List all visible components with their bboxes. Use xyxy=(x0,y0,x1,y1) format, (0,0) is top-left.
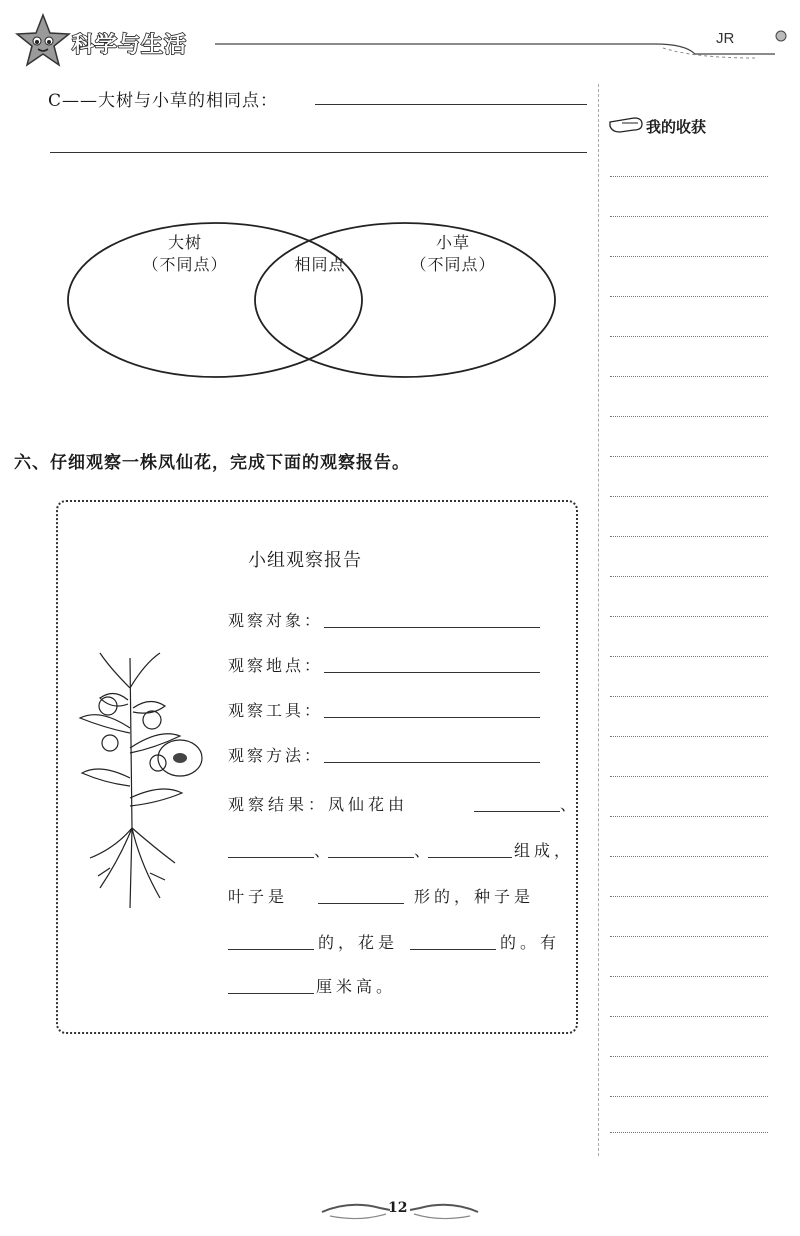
field-label-object: 观察对象： xyxy=(228,611,324,630)
header-rule xyxy=(215,28,800,68)
result-prefix: 观察结果：凤仙花由 xyxy=(228,795,409,814)
impatiens-plant-illustration xyxy=(70,648,210,923)
sidebar-title: 我的收获 xyxy=(646,118,707,136)
note-line[interactable] xyxy=(610,896,768,897)
answer-blank-flower[interactable] xyxy=(410,949,496,950)
answer-blank-part-4[interactable] xyxy=(428,857,512,858)
note-line[interactable] xyxy=(610,816,768,817)
question-six: 六、仔细观察一株凤仙花，完成下面的观察报告。 xyxy=(14,453,410,473)
answer-line-c-1[interactable] xyxy=(315,104,587,105)
column-divider xyxy=(598,84,599,1156)
note-line[interactable] xyxy=(610,776,768,777)
answer-line-object[interactable] xyxy=(324,627,540,628)
venn-left-label: 大树 （不同点） xyxy=(142,233,228,274)
answer-line-method[interactable] xyxy=(324,762,540,763)
note-line[interactable] xyxy=(610,376,768,377)
note-line[interactable] xyxy=(610,536,768,537)
answer-line-tools[interactable] xyxy=(324,717,540,718)
note-line[interactable] xyxy=(610,216,768,217)
note-line[interactable] xyxy=(610,1056,768,1057)
answer-blank-seed[interactable] xyxy=(228,949,314,950)
header-title: 科学与生活 xyxy=(72,33,188,58)
sep-2: 、 xyxy=(314,841,335,860)
note-line[interactable] xyxy=(610,656,768,657)
note-line[interactable] xyxy=(610,1132,768,1133)
flower-suffix: 的。有 xyxy=(500,933,561,952)
note-line[interactable] xyxy=(610,576,768,577)
note-line[interactable] xyxy=(610,936,768,937)
note-line[interactable] xyxy=(610,336,768,337)
section-c-prompt: C——大树与小草的相同点： xyxy=(48,91,279,111)
venn-right-label: 小草 （不同点） xyxy=(410,233,496,274)
note-line[interactable] xyxy=(610,976,768,977)
answer-blank-part-1[interactable] xyxy=(474,811,560,812)
seed-suffix: 的，花是 xyxy=(318,933,399,952)
answer-blank-leaf-shape[interactable] xyxy=(318,903,404,904)
note-line[interactable] xyxy=(610,256,768,257)
answer-blank-height[interactable] xyxy=(228,993,314,994)
answer-line-location[interactable] xyxy=(324,672,540,673)
field-label-method: 观察方法： xyxy=(228,746,324,765)
composed-of: 组成， xyxy=(514,841,575,860)
note-line[interactable] xyxy=(610,856,768,857)
report-title: 小组观察报告 xyxy=(248,550,362,571)
note-line[interactable] xyxy=(610,456,768,457)
answer-blank-part-2[interactable] xyxy=(228,857,314,858)
note-line[interactable] xyxy=(610,1016,768,1017)
note-line[interactable] xyxy=(610,416,768,417)
note-line[interactable] xyxy=(610,696,768,697)
pointing-hand-icon xyxy=(608,112,646,140)
mascot-star-logo xyxy=(14,12,72,70)
note-line[interactable] xyxy=(610,1096,768,1097)
leaf-prefix: 叶子是 xyxy=(228,887,289,906)
leaf-suffix: 形的，种子是 xyxy=(414,887,535,906)
height-suffix: 厘米高。 xyxy=(316,977,397,996)
page-number: 12 xyxy=(388,1200,408,1216)
field-label-tools: 观察工具： xyxy=(228,701,324,720)
note-line[interactable] xyxy=(610,496,768,497)
answer-line-c-2[interactable] xyxy=(50,152,587,153)
note-line[interactable] xyxy=(610,296,768,297)
note-line[interactable] xyxy=(610,176,768,177)
note-line[interactable] xyxy=(610,736,768,737)
edition-code: JR xyxy=(716,30,735,47)
answer-blank-part-3[interactable] xyxy=(328,857,414,858)
note-line[interactable] xyxy=(610,616,768,617)
field-label-location: 观察地点： xyxy=(228,656,324,675)
sep-3: 、 xyxy=(414,841,435,860)
sep-1: 、 xyxy=(560,795,581,814)
venn-center-label: 相同点 xyxy=(294,255,346,274)
